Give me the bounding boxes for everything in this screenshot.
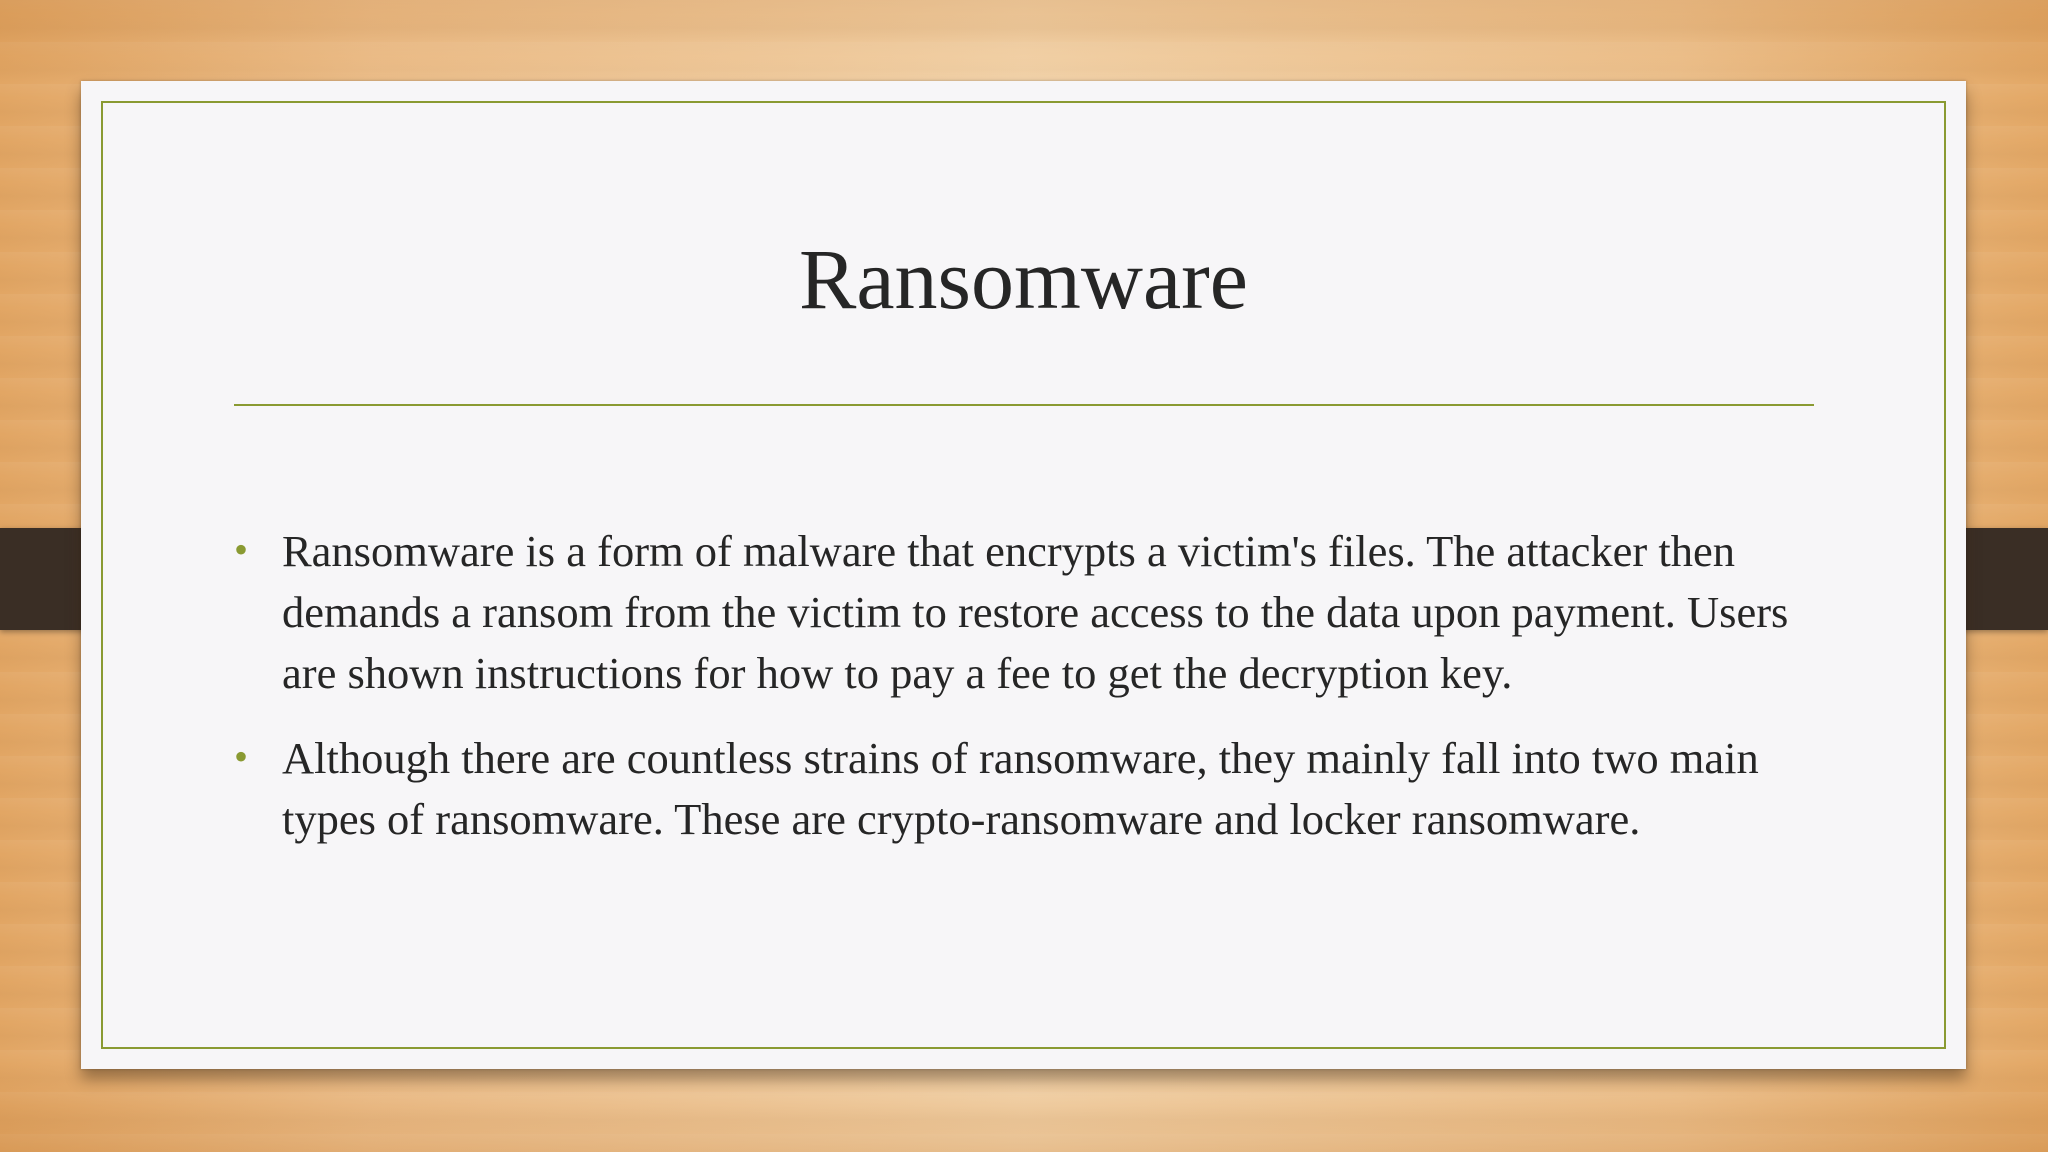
slide-title: Ransomware bbox=[799, 231, 1248, 327]
bullet-item bbox=[234, 728, 1819, 850]
bullet-text: Although there are countless strains of ransomware, they mainly fall into two main types of ransomware. These are crypto-ransomware and locker ransomware. bbox=[282, 733, 1759, 844]
bullet-text: Ransomware is a form of malware that encrypts a victim's files. The attacker then demands a ransom from the victim to restore access to the data upon payment. Users are shown instructions for how to pay a fee to get the decryption key. bbox=[282, 526, 1789, 698]
background-wood-bottom bbox=[0, 1062, 2048, 1152]
bullet-dot-icon: • bbox=[234, 734, 249, 779]
bullet-dot-icon: • bbox=[234, 527, 249, 572]
bullet-list bbox=[234, 521, 1819, 874]
title-divider bbox=[234, 404, 1814, 406]
bullet-item bbox=[234, 521, 1819, 704]
background-wood-top bbox=[0, 0, 2048, 80]
slide-card bbox=[81, 81, 1966, 1069]
